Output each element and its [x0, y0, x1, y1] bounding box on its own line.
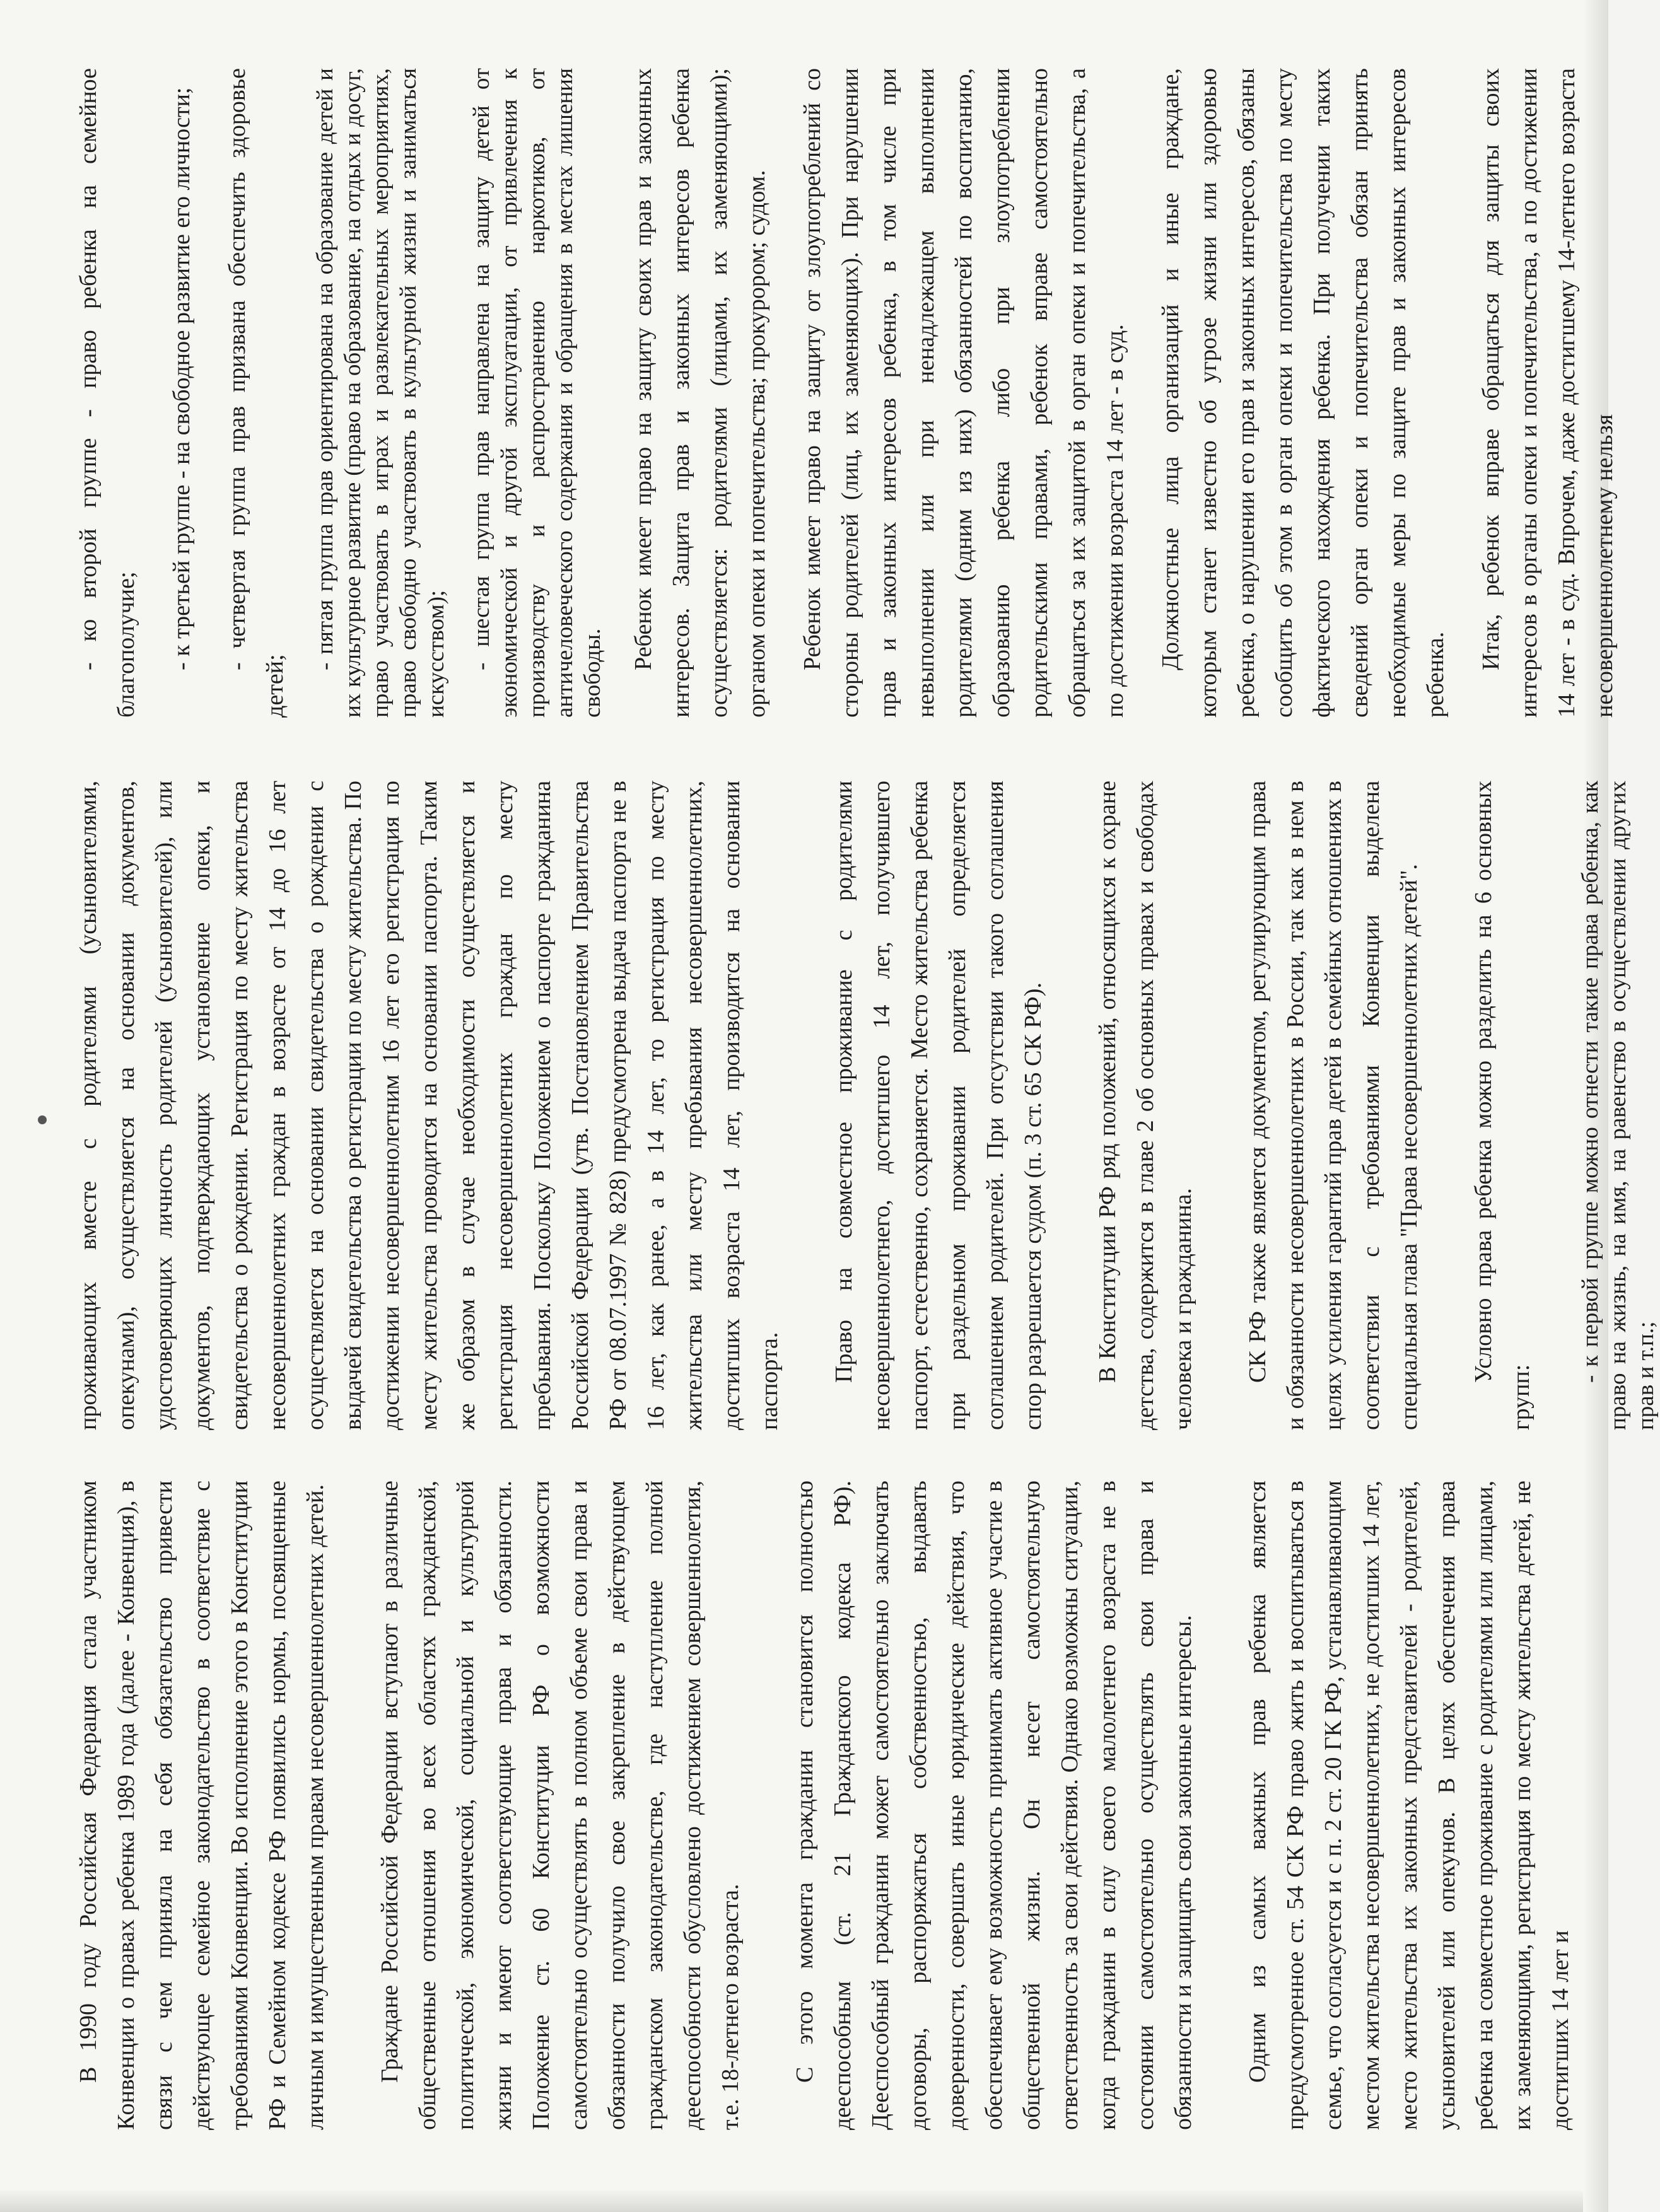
- punch-hole-mark: [38, 1115, 47, 1124]
- paragraph: - шестая группа прав направлена на защиту детей от экономической и другой эксплуатации, от привлечения к производству и распространению наркотиков, от античеловеческого содержания и обращения в местах лишения свободы.: [469, 68, 605, 718]
- paragraph: проживающих вместе с родителями (усыновителями, опекунами), осуществляется на основании документов, удостоверяющих личность родителей (усыновителей), или документов, подтверждающих установление опеки, и свидетельства о рождении. Регистрация по месту жительства несовершеннолетних граждан в возрасте от 14 до 16 лет осуществляется на основании свидетельства о рождении с выдачей свидетельства о регистрации по месту жительства. По достижении несовершеннолетним 16 лет его регистрация по месту жительства проводится на основании паспорта. Таким же образом в случае необходимости осуществляется и регистрация несовершеннолетних граждан по месту пребывания. Поскольку Положением о паспорте гражданина Российской Федерации (утв. Постановлением Правительства РФ от 08.07.1997 № 828) предусмотрена выдача паспорта не в 16 лет, как ранее, а в 14 лет, то регистрация по месту жительства или месту пребывания несовершеннолетних, достигших возраста 14 лет, производится на основании паспорта.: [75, 781, 783, 1430]
- paragraph: - пятая группа прав ориентирована на образование детей и их культурное развитие (право на образование, на отдых и досуг, право участвовать в играх и развлекательных мероприятиях, право свободно участвовать в культурной жизни и заниматься искусством);: [312, 68, 449, 718]
- paragraph: СК РФ также является документом, регулирующим права и обязанности несовершеннолетних в России, так как в нем в целях усиления гарантий прав детей в семейных отношениях в соответствии с требованиями Конвенции выделена специальная глава "Права несовершеннолетних детей".: [1244, 781, 1422, 1430]
- paragraph: Итак, ребенок вправе обращаться для защиты своих интересов в органы опеки и попечительства, а по достижении 14 лет - в суд. Впрочем, даже достигшему 14-летнего возраста несовершеннолетнему нельзя: [1478, 68, 1618, 718]
- paragraph: Граждане Российской Федерации вступают в различные общественные отношения во всех областях гражданской, политической, экономической, социальной и культурной жизни и имеют соответствующие права и обязанности. Положение ст. 60 Конституции РФ о возможности самостоятельно осуществлять в полном объеме свои права и обязанности получило свое закрепление в действующем гражданском законодательстве, где наступление полной дееспособности обусловлено достижением совершеннолетия, т.е. 18-летнего возраста.: [377, 1481, 744, 2130]
- paragraph: - к третьей группе - на свободное развитие его личности;: [168, 87, 195, 670]
- paragraph: - четвертая группа прав призвана обеспечить здоровье детей;: [224, 68, 288, 718]
- text-column-1: [69, 1481, 1574, 2130]
- paragraph: В Конституции РФ ряд положений, относящихся к охране детства, содержится в главе 2 об основных правах и свободах человека и гражданина.: [1094, 781, 1196, 1430]
- paragraph: - ко второй группе - право ребенка на семейное благополучие;: [75, 68, 139, 718]
- paragraph: Условно права ребенка можно разделить на 6 основных групп:: [1470, 781, 1534, 1430]
- paragraph: В 1990 году Российская Федерация стала участником Конвенции о правах ребенка 1989 года (далее - Конвенция), в связи с чем приняла на себя обязательство привести действующее семейное законодательство в соответствие с требованиями Конвенции. Во исполнение этого в Конституции РФ и Семейном кодексе РФ появились нормы, посвященные личным и имущественным правам несовершеннолетних детей.: [75, 1481, 329, 2130]
- paragraph: Право на совместное проживание с родителями несовершеннолетнего, достигшего 14 лет, получившего паспорт, естественно, сохраняется. Место жительства ребенка при раздельном проживании родителей определяется соглашением родителей. При отсутствии такого соглашения спор разрешается судом (п. 3 ст. 65 СК РФ).: [831, 781, 1046, 1430]
- text-column-3: [69, 68, 1618, 718]
- paragraph: - к первой группе можно отнести такие права ребенка, как право на жизнь, на имя, на равенство в осуществлении других прав и т.п.;: [1577, 781, 1659, 1430]
- paragraph: Ребенок имеет право на защиту своих прав и законных интересов. Защита прав и законных интересов ребенка осуществляется: родителями (лицами, их заменяющими); органом опеки и попечительства; прокурором; судом.: [630, 68, 770, 718]
- paragraph: С этого момента гражданин становится полностью дееспособным (ст. 21 Гражданского кодекса РФ). Дееспособный гражданин может самостоятельно заключать договоры, распоряжаться собственностью, выдавать доверенности, совершать иные юридические действия, что обеспечивает ему возможность принимать активное участие в общественной жизни. Он несет самостоятельную ответственность за свои действия. Однако возможны ситуации, когда гражданин в силу своего малолетнего возраста не в состоянии самостоятельно осуществлять свои права и обязанности и защищать свои законные интересы.: [792, 1481, 1196, 2130]
- scan-edge-shadow: [0, 2191, 1608, 2212]
- paragraph: Должностные лица организаций и иные граждане, которым станет известно об угрозе жизни или здоровью ребенка, о нарушении его прав и законных интересов, обязаны сообщить об этом в орган опеки и попечительства по месту фактического нахождения ребенка. При получении таких сведений орган опеки и попечительства обязан принять необходимые меры по защите прав и законных интересов ребенка.: [1157, 68, 1449, 718]
- paragraph: Ребенок имеет право на защиту от злоупотреблений со стороны родителей (лиц, их заменяющих). При нарушении прав и законных интересов ребенка, в том числе при невыполнении или при ненадлежащем выполнении родителями (одним из них) обязанностей по воспитанию, образованию ребенка либо при злоупотреблении родительскими правами, ребенок вправе самостоятельно обращаться за их защитой в орган опеки и попечительства, а по достижении возраста 14 лет - в суд.: [799, 68, 1128, 718]
- text-column-2: [69, 781, 1659, 1430]
- paragraph: Одним из самых важных прав ребенка является предусмотренное ст. 54 СК РФ право жить и воспитываться в семье, что согласуется и с п. 2 ст. 20 ГК РФ, устанавливающим местом жительства несовершеннолетних, не достигших 14 лет, место жительства их законных представителей - родителей, усыновителей или опекунов. В целях обеспечения права ребенка на совместное проживание с родителями или лицами, их заменяющими, регистрация по месту жительства детей, не достигших 14 лет и: [1244, 1481, 1574, 2130]
